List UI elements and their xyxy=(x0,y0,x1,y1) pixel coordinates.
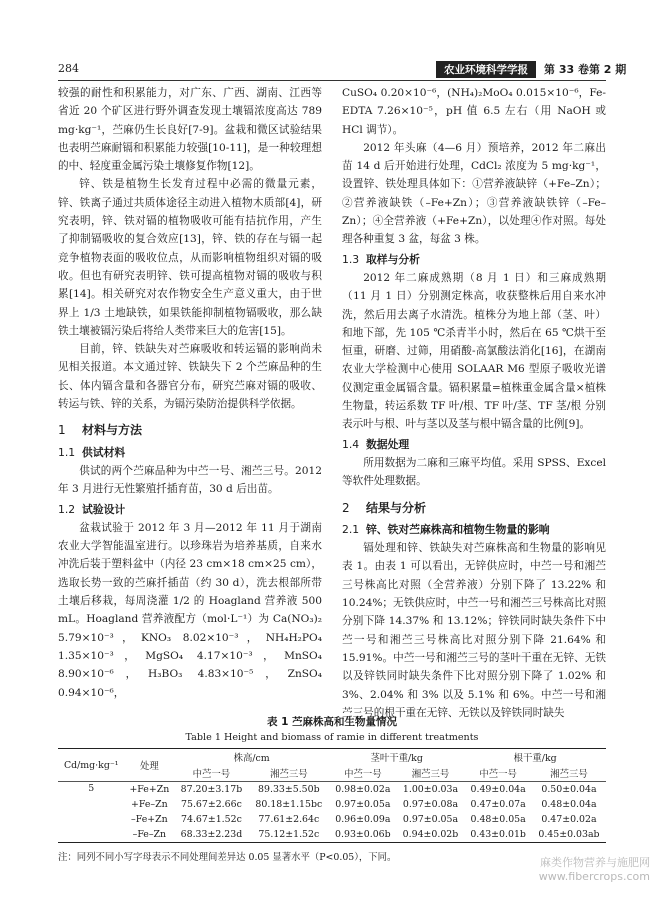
table-cell: 0.98±0.02a xyxy=(335,784,391,795)
paragraph: 所用数据为二麻和三麻平均值。采用 SPSS、Excel 等软件处理数据。 xyxy=(342,456,606,488)
section-title: 材料与方法 xyxy=(82,423,143,438)
subsection-heading xyxy=(58,501,322,519)
table-cell: 68.33±2.23d xyxy=(174,827,248,843)
section-title: 取样与分析 xyxy=(366,252,420,266)
table-cell: 0.47±0.07a xyxy=(470,799,526,810)
section-number: 2 xyxy=(342,500,350,515)
header-shoot: 茎叶干重/kg xyxy=(329,749,464,766)
table-cell: 0.97±0.05a xyxy=(335,799,391,810)
table-cell: 0.48±0.04a xyxy=(541,799,597,810)
data-table xyxy=(58,748,606,843)
section-title: 数据处理 xyxy=(366,437,410,451)
table-cell: 75.12±1.52c xyxy=(249,827,329,843)
section-heading xyxy=(58,421,322,439)
volume-issue: 第 33 卷第 2 期 xyxy=(544,63,627,76)
right-column xyxy=(342,84,606,722)
paragraph: 盆栽试验于 2012 年 3 月—2012 年 11 月于湖南农业大学智能温室进行。以珍珠岩为培养基质，自来水冲洗后装于塑料盆中（内径 23 cm×18 cm×25 cm），选取长势一致的苎麻扦插苗（约 30 d），洗去根部所带土壤后移栽，每周浇灌 1/2 的 Hoagland 营养液 500 mL。Hoagland 营养液配方（mol·L⁻¹）为 Ca(NO₃)₂ 5.79×10⁻³，KNO₃ 8.02×10⁻³，NH₄H₂PO₄ 1.35×10⁻³，MgSO₄ 4.17×10⁻³，MnSO₄ 8.90×10⁻⁶，H₃BO₃ 4.83×10⁻⁵，ZnSO₄ 0.94×10⁻⁶， xyxy=(58,521,322,699)
table-cell: 0.49±0.04a xyxy=(470,784,526,795)
left-column xyxy=(58,84,322,702)
subsection-heading xyxy=(342,251,606,269)
table-1 xyxy=(58,714,606,863)
table-row xyxy=(58,812,606,827)
header-variety-a: 中苎一号 xyxy=(464,765,532,782)
subsection-heading xyxy=(58,444,322,462)
table-cell: 1.00±0.03a xyxy=(402,784,459,795)
section-number: 1 xyxy=(58,423,66,438)
table-cell: 0.50±0.04a xyxy=(541,784,597,795)
table-cell: 0.97±0.08a xyxy=(402,799,459,810)
subsection-heading xyxy=(342,436,606,454)
table-cell: 0.96±0.09a xyxy=(335,814,391,825)
paragraph: 镉处理和锌、铁缺失对苎麻株高和生物量的影响见表 1。由表 1 可以看出，无锌供应时，中苎一号和湘苎三号株高比对照（全营养液）分别下降了 13.22% 和 10.24%；无铁供应时，中苎一号和湘苎三号株高比对照分别下降 14.37% 和 13.12%；锌铁同时缺失条件下中苎一号和湘苎三号株高比对照分别下降 21.64% 和 15.91%。中苎一号和湘苎三号的茎叶干重在无锌、无铁以及锌铁同时缺失条件下比对照分别下降了 1.02% 和 3%、2.04% 和 3% 以及 5.1% 和 6%。中苎一号和湘苎三号的根干重在无锌、无铁以及锌铁同时缺失 xyxy=(342,542,606,719)
table-cell: 0.48±0.05a xyxy=(470,814,526,825)
table-caption: 表 1 苎麻株高和生物量情况 xyxy=(266,716,398,728)
table-cell: 75.67±2.66c xyxy=(181,799,242,810)
paragraph: 供试的两个苎麻品种为中苎一号、湘苎三号。2012 年 3 月进行无性繁殖扦插育苗，30 d 后出苗。 xyxy=(58,464,322,496)
journal-name: 农业环境科学学报 xyxy=(436,61,536,78)
running-header xyxy=(436,60,626,78)
header-variety-a: 中苎一号 xyxy=(174,765,248,782)
header-treatment: 处理 xyxy=(125,749,175,782)
table-cell: 80.18±1.15bc xyxy=(255,799,323,810)
header-cd: Cd/mg·kg⁻¹ xyxy=(58,749,125,782)
watermark-line: 麻类作物营养与施肥网 xyxy=(540,856,650,869)
table-caption-en: Table 1 Height and biomass of ramie in different treatments xyxy=(185,732,479,743)
table-cell: 0.94±0.02b xyxy=(397,827,465,843)
table-cell: 0.47±0.02a xyxy=(541,814,597,825)
table-row xyxy=(58,827,606,843)
table-cell: 77.61±2.64c xyxy=(258,814,320,825)
table-cell: 0.45±0.03ab xyxy=(532,827,606,843)
section-title: 供试材料 xyxy=(82,445,126,459)
paragraph: 较强的耐性和积累能力，对广东、广西、湖南、江西等省近 20 个矿区进行野外调查发现土壤镉浓度高达 789 mg·kg⁻¹，苎麻仍生长良好[7-9]。盆栽和微区试验结果也表明苎麻耐镉和积累能力较强[10-11]，是一种较理想的中、轻度重金属污染土壤修复作物[12]。 xyxy=(58,87,322,173)
subsection-heading xyxy=(342,521,606,539)
cd-cell: 5 xyxy=(58,782,125,843)
header-rule xyxy=(58,80,606,81)
treatment-cell: –Fe–Zn xyxy=(125,827,175,843)
paragraph: 锌、铁是植物生长发育过程中必需的微量元素，锌、铁离子通过共质体途径主动进入植物木质部[4]，研究表明，锌、铁对镉的植物吸收可能有拮抗作用，产生了抑制镉吸收的复合效应[13]，锌、铁的存在与镉一起竞争植物表面的吸收位点，从而影响植物组织对镉的吸收。但也有研究表明锌、铁可提高植物对镉的吸收与积累[14]。相关研究对农作物安全生产意义重大，由于世界上 1/3 土地缺铁，如果铁能抑制植物镉吸收，那么缺铁土壤被镉污染后将给人类带来巨大的危害[15]。 xyxy=(58,178,322,337)
header-variety-b: 湘苎三号 xyxy=(397,765,465,782)
table-note: 注：同列不同小写字母表示不同处理间差异达 0.05 显著水平（P<0.05），下同。 xyxy=(58,852,397,863)
header-variety-b: 湘苎三号 xyxy=(532,765,606,782)
page-number: 284 xyxy=(58,62,79,75)
table-row xyxy=(58,797,606,812)
table-row xyxy=(58,782,606,798)
section-title: 锌、铁对苎麻株高和植物生物量的影响 xyxy=(366,522,550,536)
table-cell: 74.67±1.52c xyxy=(181,814,242,825)
treatment-cell: +Fe+Zn xyxy=(129,784,170,795)
header-variety-a: 中苎一号 xyxy=(329,765,397,782)
section-title: 试验设计 xyxy=(82,502,126,516)
table-cell: 0.43±0.01b xyxy=(464,827,532,843)
section-number: 1.4 xyxy=(342,437,360,451)
table-cell: 0.97±0.05a xyxy=(402,814,459,825)
watermark-line: www.fibercrops.com xyxy=(538,870,650,883)
header-root: 根干重/kg xyxy=(464,749,606,766)
treatment-cell: +Fe–Zn xyxy=(131,799,168,810)
section-heading xyxy=(342,499,606,517)
paragraph: 2012 年二麻成熟期（8 月 1 日）和三麻成熟期（11 月 1 日）分别测定株高，收获整株后用自来水冲洗，然后用去离子水清洗。植株分为地上部（茎、叶）和地下部，先 105 ℃杀青半小时，然后在 65 ℃烘干至恒重，研磨、过筛，用硝酸-高氯酸法消化[16]，在湖南农业大学检测中心使用 SOLAAR M6 型原子吸收光谱仪测定重金属镉含量。镉积累量=植株重金属含量×植株生物量，转运系数 TF 叶/根、TF 叶/茎、TF 茎/根 分别表示叶与根、叶与茎以及茎与根中镉含量的比例[9]。 xyxy=(342,271,606,431)
paragraph: CuSO₄ 0.20×10⁻⁶，(NH₄)₂MoO₄ 0.015×10⁻⁶，Fe-EDTA 7.26×10⁻⁵，pH 值 6.5 左右（用 NaOH 或 HCl 调节）。 xyxy=(342,87,606,136)
section-number: 1.2 xyxy=(58,502,76,516)
watermark xyxy=(539,856,650,884)
table-header-row xyxy=(58,749,606,766)
paragraph: 2012 年头麻（4—6 月）预培养，2012 年二麻出苗 14 d 后开始进行处理，CdCl₂ 浓度为 5 mg·kg⁻¹，设置锌、铁处理具体如下：①营养液缺锌（+Fe–Zn）；②营养液缺铁（–Fe+Zn）；③营养液缺铁锌（–Fe–Zn）；④全营养液（+Fe+Zn），以处理④作对照。每处理各种重复 3 盆，每盆 3 株。 xyxy=(342,141,606,246)
section-number: 1.3 xyxy=(342,252,360,266)
header-height: 株高/cm xyxy=(174,749,329,766)
section-title: 结果与分析 xyxy=(366,500,427,515)
paragraph: 目前，锌、铁缺失对苎麻吸收和转运镉的影响尚未见相关报道。本文通过锌、铁缺失下 2 个苎麻品种的生长、体内镉含量和各器官分布，研究苎麻对镉的吸收、转运与铁、锌的关系，为镉污染防治提供科学依据。 xyxy=(58,343,322,411)
section-number: 1.1 xyxy=(58,445,76,459)
treatment-cell: –Fe+Zn xyxy=(131,814,168,825)
header-variety-b: 湘苎三号 xyxy=(249,765,329,782)
section-number: 2.1 xyxy=(342,522,360,536)
table-cell: 89.33±5.50b xyxy=(258,784,320,795)
table-cell: 0.93±0.06b xyxy=(329,827,397,843)
table-cell: 87.20±3.17b xyxy=(180,784,243,795)
